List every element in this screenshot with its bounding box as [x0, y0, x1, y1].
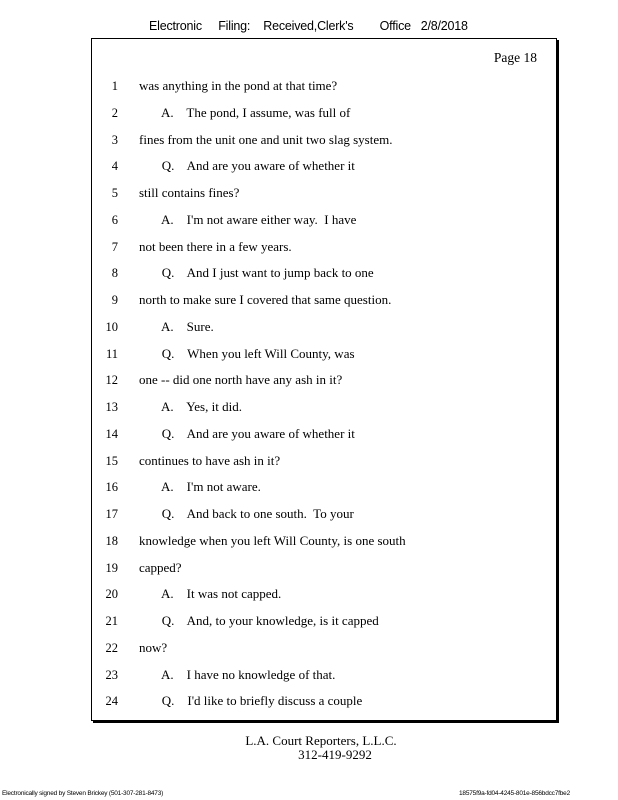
line-number: 24: [105, 694, 118, 709]
transcript-line: [92, 180, 556, 207]
transcript-line: [92, 314, 556, 341]
line-text: Q. And I just want to jump back to one: [139, 265, 374, 281]
line-text: A. Yes, it did.: [139, 399, 242, 414]
transcript-line: [92, 688, 556, 715]
transcript-line: [92, 260, 556, 287]
transcript-lines: [92, 73, 556, 715]
transcript-line: [92, 73, 556, 100]
electronic-signature-note: Electronically signed by Steven Brickey (501-307-281-8473): [2, 790, 164, 797]
transcript-line: [92, 555, 556, 582]
transcript-line: [92, 367, 556, 394]
transcript-line: [92, 474, 556, 501]
page-number: Page 18: [493, 50, 537, 65]
line-number: 23: [105, 667, 118, 682]
line-text: Q. And are you aware of whether it: [139, 425, 355, 441]
line-number: 17: [105, 507, 118, 521]
line-number: 22: [105, 640, 118, 655]
line-text: still contains fines?: [139, 185, 240, 200]
transcript-line: [92, 448, 556, 475]
line-text: continues to have ash in it?: [139, 452, 281, 468]
line-number: 11: [105, 346, 118, 361]
line-number: 5: [111, 186, 118, 200]
transcript-line: [92, 581, 556, 608]
line-text: now?: [139, 639, 168, 655]
line-number: 19: [105, 560, 118, 575]
line-text: A. I'm not aware either way. I have: [139, 211, 357, 227]
transcript-line: [92, 127, 556, 154]
line-text: A. The pond, I assume, was full of: [139, 104, 351, 120]
transcript-page: [91, 38, 557, 721]
reporter-phone: 312-419-9292: [298, 747, 372, 762]
line-number: 3: [111, 132, 118, 147]
document-hash: 18575f9a-fd04-4245-801e-856bdcc7fbe2: [459, 790, 570, 797]
line-text: A. Sure.: [139, 318, 214, 334]
transcript-line: [92, 421, 556, 448]
line-text: not been there in a few years.: [139, 238, 292, 254]
line-number: 21: [105, 614, 118, 628]
line-number: 12: [105, 373, 118, 388]
line-text: Q. And, to your knowledge, is it capped: [139, 613, 379, 628]
line-number: 1: [111, 79, 118, 93]
transcript-line: [92, 528, 556, 555]
transcript-line: [92, 501, 556, 528]
line-number: 6: [111, 212, 118, 227]
line-text: Q. And back to one south. To your: [139, 506, 354, 521]
line-text: A. It was not capped.: [139, 586, 282, 602]
line-text: capped?: [139, 559, 182, 575]
line-text: A. I have no knowledge of that.: [139, 666, 336, 682]
line-text: Q. And are you aware of whether it: [139, 158, 355, 174]
reporter-company: L.A. Court Reporters, L.L.C.: [245, 733, 397, 748]
transcript-line: [92, 234, 556, 261]
line-text: one -- did one north have any ash in it?: [139, 372, 343, 388]
line-number: 9: [111, 293, 118, 307]
line-number: 7: [111, 239, 118, 254]
transcript-line: [92, 341, 556, 368]
transcript-line: [92, 635, 556, 662]
line-number: 2: [111, 105, 118, 120]
line-number: 14: [105, 426, 118, 441]
transcript-line: [92, 153, 556, 180]
transcript-line: [92, 662, 556, 689]
line-text: Q. I'd like to briefly discuss a couple: [139, 693, 363, 709]
line-text: knowledge when you left Will County, is one south: [139, 532, 406, 548]
transcript-line: [92, 608, 556, 635]
line-number: 10: [105, 319, 118, 334]
line-text: north to make sure I covered that same question.: [139, 292, 392, 307]
line-number: 13: [105, 400, 118, 414]
line-number: 15: [105, 453, 118, 468]
line-number: 18: [105, 533, 118, 548]
transcript-line: [92, 287, 556, 314]
filing-header: Electronic Filing: Received,Clerk's Office 2/8/2018: [149, 19, 468, 33]
line-text: Q. When you left Will County, was: [139, 345, 355, 361]
line-number: 16: [105, 480, 118, 495]
line-text: was anything in the pond at that time?: [139, 78, 338, 93]
line-number: 20: [105, 587, 118, 602]
line-text: fines from the unit one and unit two slag system.: [139, 131, 393, 147]
transcript-line: [92, 100, 556, 127]
line-number: 4: [111, 159, 118, 174]
transcript-line: [92, 207, 556, 234]
line-number: 8: [111, 266, 118, 281]
transcript-line: [92, 394, 556, 421]
line-text: A. I'm not aware.: [139, 479, 261, 495]
